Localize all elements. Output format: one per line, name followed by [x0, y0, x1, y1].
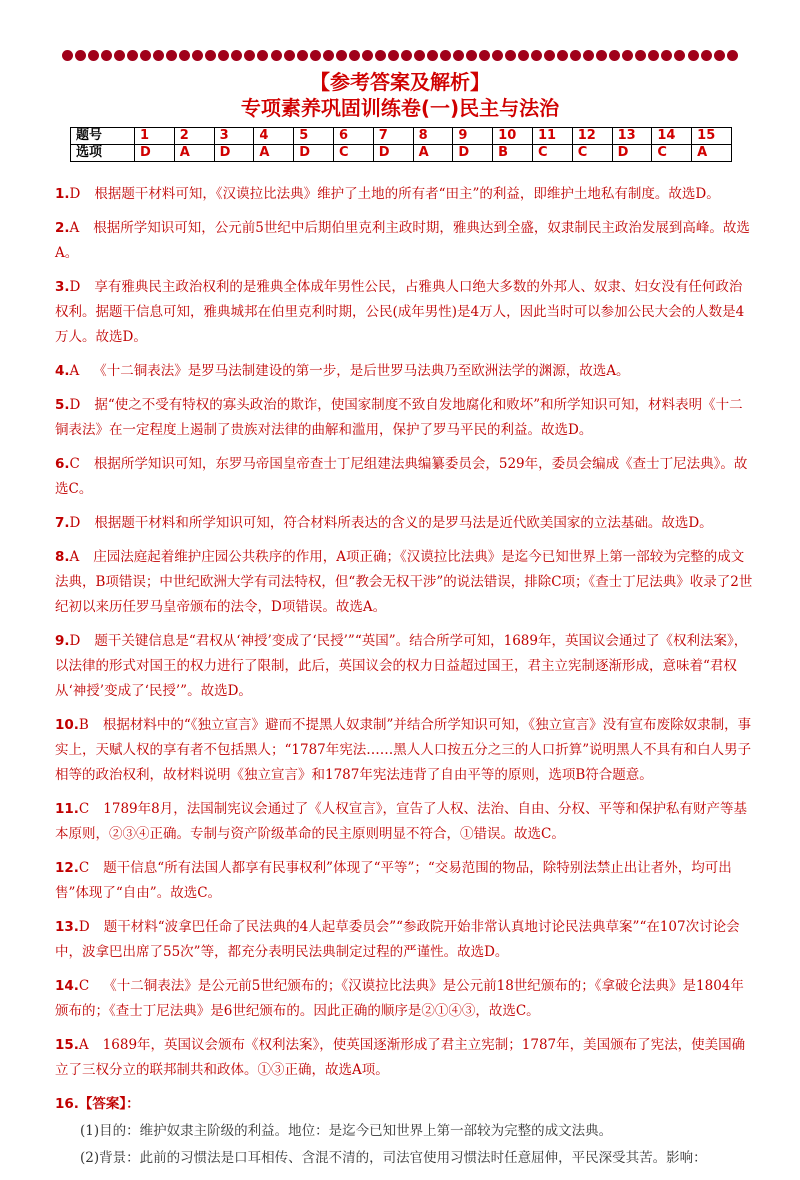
item-number: 13. — [55, 919, 79, 935]
dot-ornament — [414, 50, 425, 61]
item-explanation-text: 庄园法庭起着维护庄园公共秩序的作用，A项正确；《汉谟拉比法典》是迄今已知世界上第一部较为完整的成文法典，B项错误；中世纪欧洲大学有司法特权，但“教会无权干涉”的说法错误，排除C项；《查士丁尼法典》收录了2世纪初以来历任罗马皇帝颁布的法令，D项错误。故选A。 — [55, 549, 753, 615]
answer-choice-cell: C — [333, 145, 373, 162]
dot-ornament — [701, 50, 712, 61]
item-answer-letter: A — [69, 363, 80, 379]
answer-choice-cell: C — [652, 145, 692, 162]
answer-choice-cell: D — [373, 145, 413, 162]
question-number-cell: 10 — [493, 128, 533, 145]
dot-ornament — [714, 50, 725, 61]
dot-ornament — [257, 50, 268, 61]
question-number-cell: 13 — [612, 128, 652, 145]
dot-ornament — [62, 50, 73, 61]
answer-choice-cell: A — [254, 145, 294, 162]
item-answer-letter: C — [69, 456, 80, 472]
dot-ornament — [609, 50, 620, 61]
answer-choice-cell: D — [135, 145, 175, 162]
dot-ornament — [661, 50, 672, 61]
dot-ornament — [622, 50, 633, 61]
question-number-cell: 6 — [333, 128, 373, 145]
explanation-item — [55, 511, 755, 536]
item-answer-letter: C — [78, 801, 90, 817]
page-title: 【参考答案及解析】 — [310, 70, 490, 94]
item-answer-letter: A — [78, 1037, 89, 1053]
dot-ornament — [153, 50, 164, 61]
question-number-cell: 7 — [373, 128, 413, 145]
dot-ornament — [570, 50, 581, 61]
item-explanation-text: 题干信息“所有法国人都享有民事权利”体现了“平等”；“交易范围的物品，除特别法禁止出让者外，均可出售”体现了“自由”。故选C。 — [55, 860, 732, 901]
explanation-item — [55, 1033, 755, 1083]
row-label-number: 题号 — [71, 128, 135, 145]
explanation-item — [55, 856, 755, 906]
question-number-cell: 1 — [135, 128, 175, 145]
dot-ornament — [388, 50, 399, 61]
answer-choice-cell: C — [572, 145, 612, 162]
item-explanation-text: 1789年8月，法国制宪议会通过了《人权宣言》，宣告了人权、法治、自由、分权、平等和保护私有财产等基本原则，②③④正确。专制与资产阶级革命的民主原则明显不符合，①错误。故选C。 — [55, 801, 747, 842]
dot-ornament — [375, 50, 386, 61]
item-answer-letter: A — [69, 549, 80, 565]
item-number: 1. — [55, 186, 70, 202]
item-number: 2. — [55, 220, 70, 236]
item-explanation-text: 根据题干材料可知，《汉谟拉比法典》维护了土地的所有者“田主”的利益，即维护土地私有制度。故选D。 — [94, 186, 720, 202]
dot-ornament — [297, 50, 308, 61]
item-answer-letter: D — [69, 633, 81, 649]
dot-ornament — [88, 50, 99, 61]
question-number-cell: 5 — [294, 128, 334, 145]
dot-ornament — [440, 50, 451, 61]
answer-line: (2)背景：此前的习惯法是口耳相传、含混不清的，司法官使用习惯法时任意屈伸，平民深受其苦。影响： — [80, 1150, 707, 1166]
answer-choice-cell: A — [174, 145, 214, 162]
item-answer-letter: C — [78, 860, 90, 876]
item-explanation-text: 《十二铜表法》是公元前5世纪颁布的；《汉谟拉比法典》是公元前18世纪颁布的；《拿破仑法典》是1804年颁布的；《查士丁尼法典》是6世纪颁布的。因此正确的顺序是②①④③，故选C。 — [55, 978, 744, 1019]
question-number-cell: 3 — [214, 128, 254, 145]
dot-ornament — [75, 50, 86, 61]
explanation-item — [55, 182, 755, 207]
item-explanation-text: 根据所学知识可知，公元前5世纪中后期伯里克利主政时期，雅典达到全盛，奴隶制民主政治发展到高峰。故选A。 — [55, 220, 750, 261]
dot-ornament — [166, 50, 177, 61]
item-answer-letter: D — [69, 186, 81, 202]
explanation-item — [55, 797, 755, 847]
answer-choice-cell: D — [214, 145, 254, 162]
dot-ornament — [114, 50, 125, 61]
item-number: 16. — [55, 1096, 79, 1112]
answer-choice-cell: D — [453, 145, 493, 162]
answer-tag: 【答案】： — [78, 1096, 140, 1112]
item-number: 15. — [55, 1037, 79, 1053]
item-number: 12. — [55, 860, 79, 876]
explanation-item — [55, 974, 755, 1024]
dot-ornament — [583, 50, 594, 61]
question-number-cell: 11 — [532, 128, 572, 145]
item-explanation-text: 根据材料中的“《独立宣言》避而不提黑人奴隶制”并结合所学知识可知，《独立宣言》没有宣布废除奴隶制，事实上，天赋人权的享有者不包括黑人；“1787年宪法……黑人人口按五分之三的人口折算”说明黑人不具有和白人男子相等的政治权利，故材料说明《独立宣言》和1787年宪法违背了自由平等的原则，选项B符合题意。 — [55, 717, 752, 783]
item-explanation-text: 据“使之不受有特权的寡头政治的欺诈，使国家制度不致自发地腐化和败坏”和所学知识可知，材料表明《十二铜表法》在一定程度上遏制了贵族对法律的曲解和滥用，保护了罗马平民的利益。故选D。 — [55, 397, 743, 438]
explanation-item — [55, 713, 755, 788]
dot-ornament — [323, 50, 334, 61]
answer-table-number-row — [71, 128, 732, 145]
question-number-cell: 14 — [652, 128, 692, 145]
dot-ornament — [531, 50, 542, 61]
dot-ornament — [688, 50, 699, 61]
item-number: 11. — [55, 801, 79, 817]
dot-ornament — [427, 50, 438, 61]
answer-choice-cell: D — [294, 145, 334, 162]
question-number-cell: 15 — [692, 128, 732, 145]
dot-ornament — [205, 50, 216, 61]
item-number: 14. — [55, 978, 79, 994]
item-number: 6. — [55, 456, 70, 472]
dot-ornament — [179, 50, 190, 61]
dot-ornament — [244, 50, 255, 61]
page-subtitle: 专项素养巩固训练卷(一)民主与法治 — [240, 96, 560, 120]
item-number: 10. — [55, 717, 79, 733]
answer-choice-cell: B — [493, 145, 533, 162]
dot-ornament — [336, 50, 347, 61]
explanation-item — [55, 393, 755, 443]
answer-table-answer-row — [71, 145, 732, 162]
explanations-list — [55, 182, 755, 1180]
dot-ornament — [349, 50, 360, 61]
answer-choice-cell: C — [532, 145, 572, 162]
item-explanation-text: 享有雅典民主政治权利的是雅典全体成年男性公民，占雅典人口绝大多数的外邦人、奴隶、妇女没有任何政治权利。据题干信息可知，雅典城邦在伯里克利时期，公民(成年男性)是4万人，因此当时可以参加公民大会的人数是4万人。故选D。 — [55, 279, 745, 345]
item-answer-letter: A — [69, 220, 80, 236]
question-number-cell: 4 — [254, 128, 294, 145]
dot-ornament — [518, 50, 529, 61]
dot-ornament — [284, 50, 295, 61]
item-explanation-text: 题干关键信息是“君权从‘神授’变成了‘民授’”“英国”。结合所学可知，1689年，英国议会通过了《权利法案》，以法律的形式对国王的权力进行了限制，此后，英国议会的权力日益超过国王，君主立宪制逐渐形成，意味着“君权从‘神授’变成了‘民授’”。故选D。 — [55, 633, 748, 699]
dot-ornament — [557, 50, 568, 61]
item-answer-letter: C — [78, 978, 90, 994]
dot-ornament — [505, 50, 516, 61]
item-answer-letter: D — [69, 397, 81, 413]
explanation-item — [55, 359, 755, 384]
question-number-cell: 9 — [453, 128, 493, 145]
dot-ornament — [127, 50, 138, 61]
explanation-item — [55, 275, 755, 350]
answer-table — [70, 127, 732, 162]
dot-ornament — [635, 50, 646, 61]
answer-choice-cell: A — [692, 145, 732, 162]
item-explanation-text: 1689年，英国议会颁布《权利法案》，使英国逐渐形成了君主立宪制；1787年，美国颁布了宪法，使美国确立了三权分立的联邦制共和政体。①③正确，故选A项。 — [55, 1037, 746, 1078]
explanation-item — [55, 629, 755, 704]
explanation-item — [55, 915, 755, 965]
item-number: 9. — [55, 633, 70, 649]
answer-choice-cell: A — [413, 145, 453, 162]
item-explanation-text: 《十二铜表法》是罗马法制建设的第一步，是后世罗马法典乃至欧洲法学的渊源，故选A。 — [93, 363, 630, 379]
item-answer-letter: D — [69, 515, 81, 531]
item-explanation-text: 根据题干材料和所学知识可知，符合材料所表达的含义的是罗马法是近代欧美国家的立法基础。故选D。 — [94, 515, 713, 531]
item-answer-letter: D — [69, 279, 81, 295]
dot-ornament — [466, 50, 477, 61]
dot-ornament — [479, 50, 490, 61]
question-number-cell: 2 — [174, 128, 214, 145]
decorative-dot-border — [62, 49, 738, 61]
dot-ornament — [674, 50, 685, 61]
item-number: 7. — [55, 515, 70, 531]
item-number: 5. — [55, 397, 70, 413]
explanation-item — [55, 216, 755, 266]
dot-ornament — [596, 50, 607, 61]
dot-ornament — [727, 50, 738, 61]
dot-ornament — [271, 50, 282, 61]
item-explanation-text: 题干材料“波拿巴任命了民法典的4人起草委员会”“参政院开始非常认真地讨论民法典草案”“在107次讨论会中，波拿巴出席了55次”等，都充分表明民法典制定过程的严谨性。故选D。 — [55, 919, 740, 960]
dot-ornament — [140, 50, 151, 61]
dot-ornament — [362, 50, 373, 61]
dot-ornament — [310, 50, 321, 61]
dot-ornament — [453, 50, 464, 61]
explanation-item — [55, 452, 755, 502]
question-number-cell: 8 — [413, 128, 453, 145]
item-number: 3. — [55, 279, 70, 295]
dot-ornament — [218, 50, 229, 61]
answer-line: (1)目的：维护奴隶主阶级的利益。地位：是迄今已知世界上第一部较为完整的成文法典。 — [80, 1123, 613, 1139]
item-number: 8. — [55, 549, 70, 565]
dot-ornament — [648, 50, 659, 61]
item-explanation-text: 根据所学知识可知，东罗马帝国皇帝查士丁尼组建法典编纂委员会，529年，委员会编成《查士丁尼法典》。故选C。 — [55, 456, 748, 497]
dot-ornament — [101, 50, 112, 61]
question-number-cell: 12 — [572, 128, 612, 145]
dot-ornament — [492, 50, 503, 61]
explanation-item — [55, 545, 755, 620]
dot-ornament — [401, 50, 412, 61]
item-answer-letter: D — [78, 919, 90, 935]
item-number: 4. — [55, 363, 70, 379]
answer-choice-cell: D — [612, 145, 652, 162]
dot-ornament — [544, 50, 555, 61]
item-answer-letter: B — [78, 717, 89, 733]
dot-ornament — [192, 50, 203, 61]
dot-ornament — [231, 50, 242, 61]
row-label-answer: 选项 — [71, 145, 135, 162]
